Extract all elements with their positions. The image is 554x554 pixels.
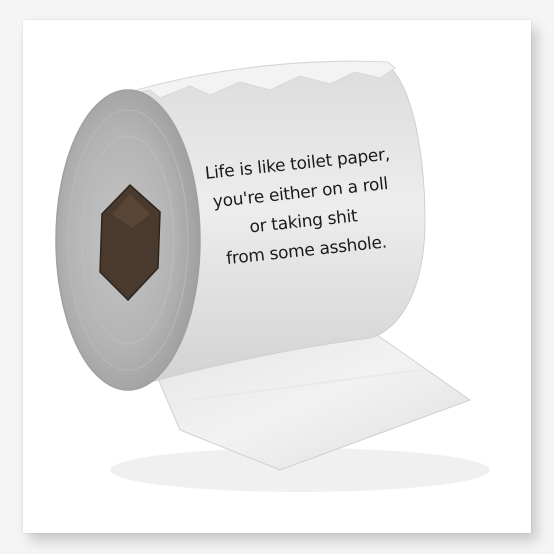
- quote-line-3: or taking shit: [248, 206, 359, 238]
- quote-line-4: from some asshole.: [225, 232, 388, 270]
- quote-line-1: Life is like toilet paper,: [204, 144, 391, 184]
- quote-line-2: you're either on a roll: [211, 173, 389, 213]
